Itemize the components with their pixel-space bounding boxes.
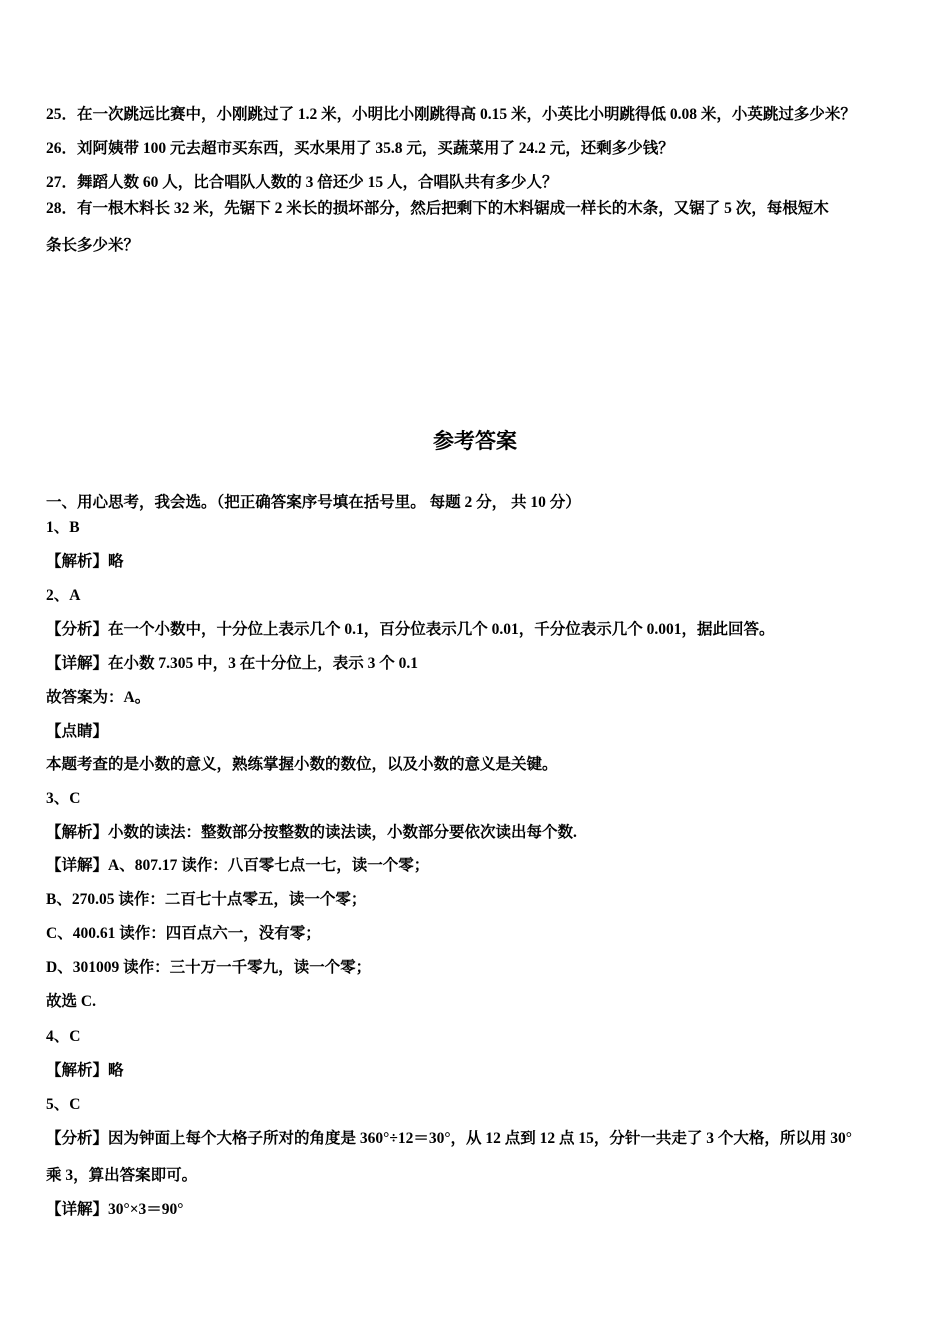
answer-2-result: 故答案为：A。 [46, 689, 151, 706]
section-heading: 一、用心思考，我会选。（把正确答案序号填在括号里。 每题 2 分， 共 10 分） [46, 494, 581, 511]
answer-3-option-d: D、301009 读作：三十万一千零九，读一个零； [46, 959, 372, 976]
answer-3-analysis: 【解析】小数的读法：整数部分按整数的读法读，小数部分要依次读出每个数. [46, 824, 577, 841]
answer-2-analysis: 【分析】在一个小数中，十分位上表示几个 0.1，百分位表示几个 0.01，千分位表示几个 0.001，据此回答。 [46, 621, 775, 638]
answer-1: 1、B [46, 519, 80, 536]
answer-2: 2、A [46, 587, 81, 604]
answer-3-result: 故选 C. [46, 993, 96, 1010]
answer-2-comment: 本题考查的是小数的意义，熟练掌握小数的数位，以及小数的意义是关键。 [46, 756, 558, 773]
answer-3-detail: 【详解】A、807.17 读作：八百零七点一七，读一个零； [46, 857, 430, 874]
answer-5: 5、C [46, 1096, 81, 1113]
question-27: 27．舞蹈人数 60 人，比合唱队人数的 3 倍还少 15 人，合唱队共有多少人？ [46, 174, 558, 191]
answer-3-option-b: B、270.05 读作：二百七十点零五，读一个零； [46, 891, 367, 908]
question-28-line1: 28．有一根木料长 32 米，先锯下 2 米长的损坏部分，然后把剩下的木料锯成一样长的木条，又锯了 5 次，每根短木 [46, 200, 829, 217]
answer-5-analysis-line1: 【分析】因为钟面上每个大格子所对的角度是 360°÷12＝30°，从 12 点到 12 点 15，分针一共走了 3 个大格，所以用 30° [46, 1130, 852, 1147]
question-25: 25．在一次跳远比赛中，小刚跳过了 1.2 米，小明比小刚跳得高 0.15 米，小英比小明跳得低 0.08 米，小英跳过多少米？ [46, 106, 856, 123]
answer-2-comment-label: 【点睛】 [46, 723, 109, 740]
answer-3: 3、C [46, 790, 81, 807]
answer-2-detail: 【详解】在小数 7.305 中，3 在十分位上，表示 3 个 0.1 [46, 655, 419, 672]
answer-3-option-c: C、400.61 读作：四百点六一，没有零； [46, 925, 321, 942]
answer-4-analysis: 【解析】略 [46, 1062, 124, 1079]
answer-5-detail: 【详解】30°×3＝90° [46, 1201, 184, 1218]
answers-title: 参考答案 [433, 429, 517, 453]
question-26: 26．刘阿姨带 100 元去超市买东西，买水果用了 35.8 元，买蔬菜用了 24.2 元，还剩多少钱？ [46, 140, 674, 157]
question-28-line2: 条长多少米？ [46, 237, 140, 254]
answer-4: 4、C [46, 1028, 81, 1045]
answer-1-analysis: 【解析】略 [46, 553, 124, 570]
answer-5-analysis-line2: 乘 3，算出答案即可。 [46, 1167, 198, 1184]
